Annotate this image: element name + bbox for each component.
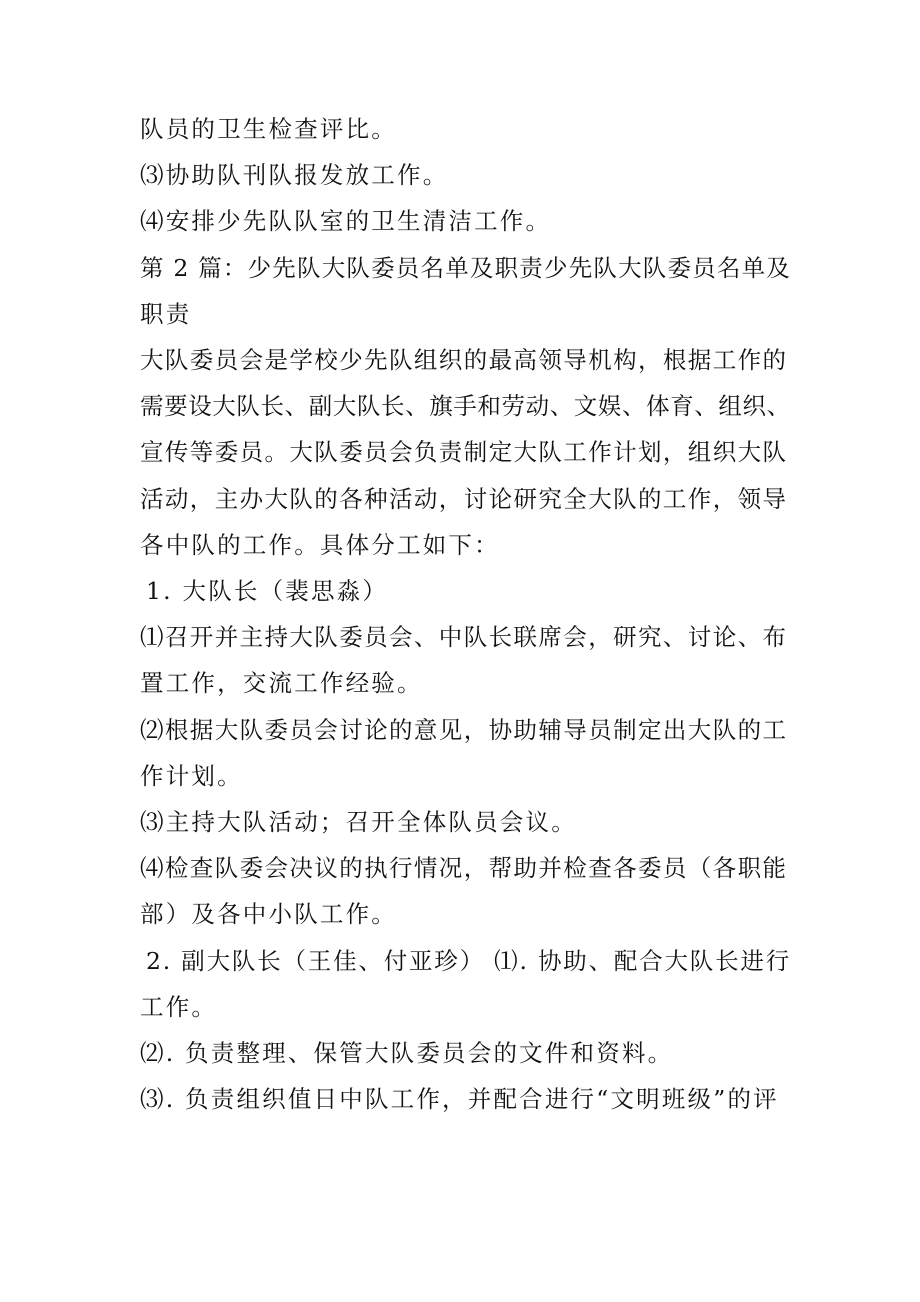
text-line: ⑵根据大队委员会讨论的意见，协助辅导员制定出大队的工	[140, 715, 788, 744]
text-line: ⑷检查队委会决议的执行情况，帮助并检查各委员（各职能	[140, 854, 788, 883]
text-line: 工作。	[140, 992, 218, 1021]
text-line: 需要设大队长、副大队长、旗手和劳动、文娱、体育、组织、	[140, 392, 791, 421]
text-line: ⑵. 负责整理、保管大队委员会的文件和资料。	[140, 1039, 674, 1068]
text-line: 队员的卫生检查评比。	[140, 115, 397, 143]
section-heading: 职责	[140, 299, 192, 328]
text-line: ⑴召开并主持大队委员会、中队长联席会，研究、讨论、布	[140, 623, 788, 652]
text-line: ⑶主持大队活动；召开全体队员会议。	[140, 808, 577, 837]
text-line: 宣传等委员。大队委员会负责制定大队工作计划，组织大队	[140, 438, 788, 467]
text-line: ⑷安排少先队队室的卫生清洁工作。	[140, 207, 552, 236]
text-line: 部）及各中小队工作。	[140, 900, 397, 929]
text-line: 置工作，交流工作经验。	[140, 669, 423, 698]
text-line: ⑶协助队刊队报发放工作。	[140, 161, 449, 190]
text-line: 活动，主办大队的各种活动，讨论研究全大队的工作，领导	[140, 484, 788, 513]
text-line: 各中队的工作。具体分工如下：	[140, 530, 500, 559]
text-line: 大队委员会是学校少先队组织的最高领导机构，根据工作的	[140, 346, 788, 375]
text-line: 作计划。	[140, 761, 243, 790]
list-heading: 2. 副大队长（王佳、付亚珍） ⑴. 协助、配合大队长进行	[146, 946, 792, 975]
list-heading: 1. 大队长（裴思淼）	[146, 577, 389, 606]
section-heading: 第 2 篇：少先队大队委员名单及职责少先队大队委员名单及	[140, 253, 791, 282]
document-page	[140, 106, 790, 1122]
text-line: ⑶. 负责组织值日中队工作，并配合进行“文明班级”的评	[140, 1085, 779, 1114]
